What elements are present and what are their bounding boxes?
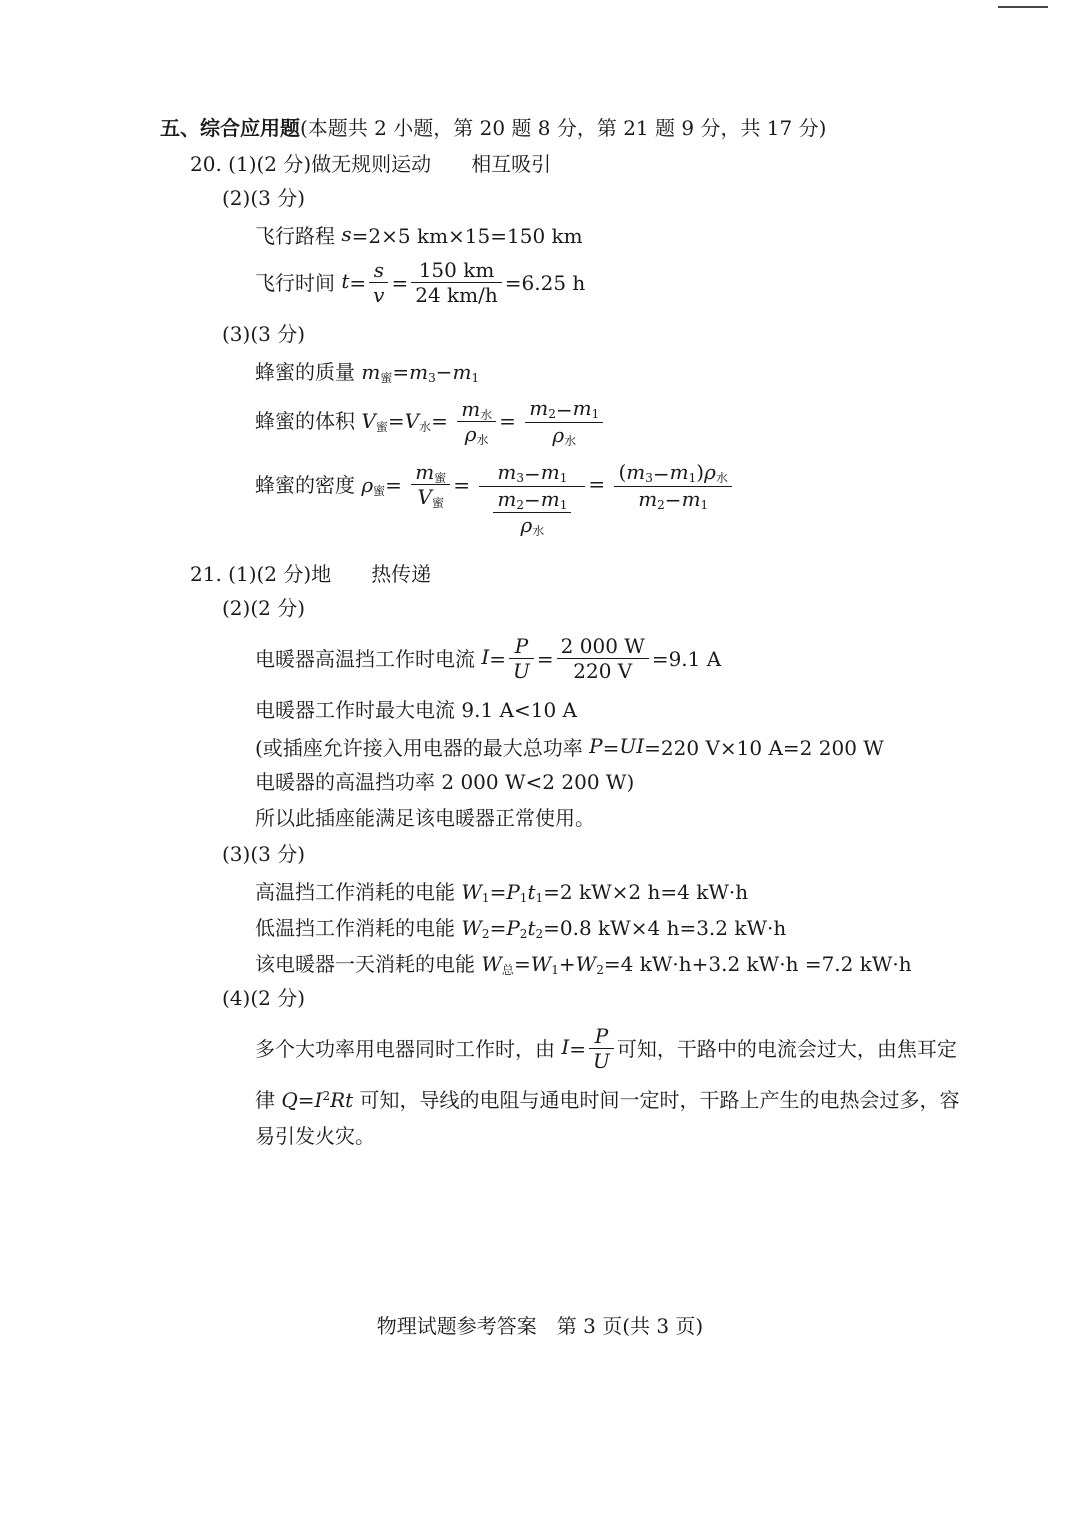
fraction-p-over-u: $\frac{P}{U}$ xyxy=(509,634,534,683)
fraction-m2-m1-over-rho-water: $\frac{m_2-m_1}{\rho_水}$ xyxy=(525,396,603,447)
q21-part3-label: (3)(3 分) xyxy=(222,842,306,866)
q21-energy-total: 该电暖器一天消耗的电能 $W_总=W_1+W_2=4$ kW·h+3.2 kW·h =7.2 kW·h xyxy=(255,951,912,977)
q20-honey-volume: 蜂蜜的体积 $V_蜜=V_水=$ $\frac{m_水}{\rho_水}$ = $\frac{m_2-m_1}{\rho_水}$ xyxy=(255,396,606,447)
q21-energy-low: 低温挡工作消耗的电能 $W_2=P_2t_2=0.8$ kW×4 h=3.2 kW·h xyxy=(255,915,787,941)
q21-part4-line3: 易引发火灾。 xyxy=(255,1124,375,1148)
q21-energy-high: 高温挡工作消耗的电能 $W_1=P_1t_1=2$ kW×2 h=4 kW·h xyxy=(255,879,749,905)
q20-part1-answer-b: 相互吸引 xyxy=(471,151,552,176)
fraction-density-result: $\frac{(m_3-m_1)\rho_水}{m_2-m_1}$ xyxy=(614,460,731,512)
fraction-150-over-24: $\frac{150 km}{24 km/h}$ xyxy=(411,258,502,307)
fraction-m-water-over-rho-water: $\frac{m_水}{\rho_水}$ xyxy=(457,397,496,446)
section-title: 五、综合应用题 xyxy=(160,115,300,140)
scan-corner-mark xyxy=(998,6,1048,8)
fraction-2000w-over-220v: $\frac{2 000 W}{220 V}$ xyxy=(557,634,649,683)
q21-part1: 21. (1)(2 分)地 热传递 xyxy=(190,561,432,586)
q20-part1 xyxy=(190,150,551,176)
q20-honey-density: 蜂蜜的密度 $\rho_蜜=$ $\frac{m_蜜}{V_蜜}$ = $\frac{m_3-m_1}{\frac{m_2-m_1}{\rho_水}}$ = $\frac{(m_3-m_1)\rho_水}{m_2-m_1}$ xyxy=(255,460,735,537)
q21-alt-power-line1: (或插座允许接入用电器的最大总功率 P=UI=220 V×10 A=2 200 W xyxy=(255,734,884,760)
q21-part1-answer-b: 热传递 xyxy=(371,561,432,586)
q21-part4-label: (4)(2 分) xyxy=(222,986,306,1010)
q21-conclusion: 所以此插座能满足该电暖器正常使用。 xyxy=(255,806,595,830)
q20-part3-label: (3)(3 分) xyxy=(222,322,306,346)
q20-flight-time: 飞行时间 t= $\frac{s}{v}$ = $\frac{150 km}{24 km/h}$ =6.25 h xyxy=(255,258,586,307)
section-heading xyxy=(160,114,826,140)
q21-max-current: 电暖器工作时最大电流 9.1 A<10 A xyxy=(255,698,577,722)
q20-part1-label: 20. (1)(2 分) xyxy=(190,151,312,176)
section-note: (本题共 2 小题，第 20 题 8 分，第 21 题 9 分，共 17 分) xyxy=(300,115,827,140)
q21-part4-line2: 律 $Q=I^2Rt$ 可知，导线的电阻与通电时间一定时，干路上产生的电热会过多，容 xyxy=(255,1087,960,1112)
q21-current-calc: 电暖器高温挡工作时电流 I= $\frac{P}{U}$ = $\frac{2 000 W}{220 V}$ =9.1 A xyxy=(255,634,722,683)
fraction-nested-density: $\frac{m_3-m_1}{\frac{m_2-m_1}{\rho_水}}$ xyxy=(479,460,585,537)
fraction-m-honey-over-v-honey: $\frac{m_蜜}{V_蜜}$ xyxy=(411,460,450,509)
q21-part4-line1: 多个大功率用电器同时工作时，由 I= $\frac{P}{U}$ 可知，干路中的电流会过大，由焦耳定 xyxy=(255,1024,957,1073)
q21-part1-answer-a: 地 xyxy=(311,561,332,586)
q20-flight-distance: 飞行路程 s=2×5 km×15=150 km xyxy=(255,222,583,248)
fraction-s-over-v: $\frac{s}{v}$ xyxy=(369,258,388,307)
q20-part2-label: (2)(3 分) xyxy=(222,186,306,210)
q20-honey-mass: 蜂蜜的质量 $m_蜜=m_3-m_1$ xyxy=(255,359,480,385)
q20-part1-answer-a: 做无规则运动 xyxy=(311,151,432,176)
q21-part2-label: (2)(2 分) xyxy=(222,596,306,620)
page-footer: 物理试题参考答案 第 3 页(共 3 页) xyxy=(376,1314,704,1338)
fraction-p-over-u-inline: $\frac{P}{U}$ xyxy=(589,1024,614,1073)
q21-alt-power-line2: 电暖器的高温挡功率 2 000 W<2 200 W) xyxy=(255,770,635,794)
